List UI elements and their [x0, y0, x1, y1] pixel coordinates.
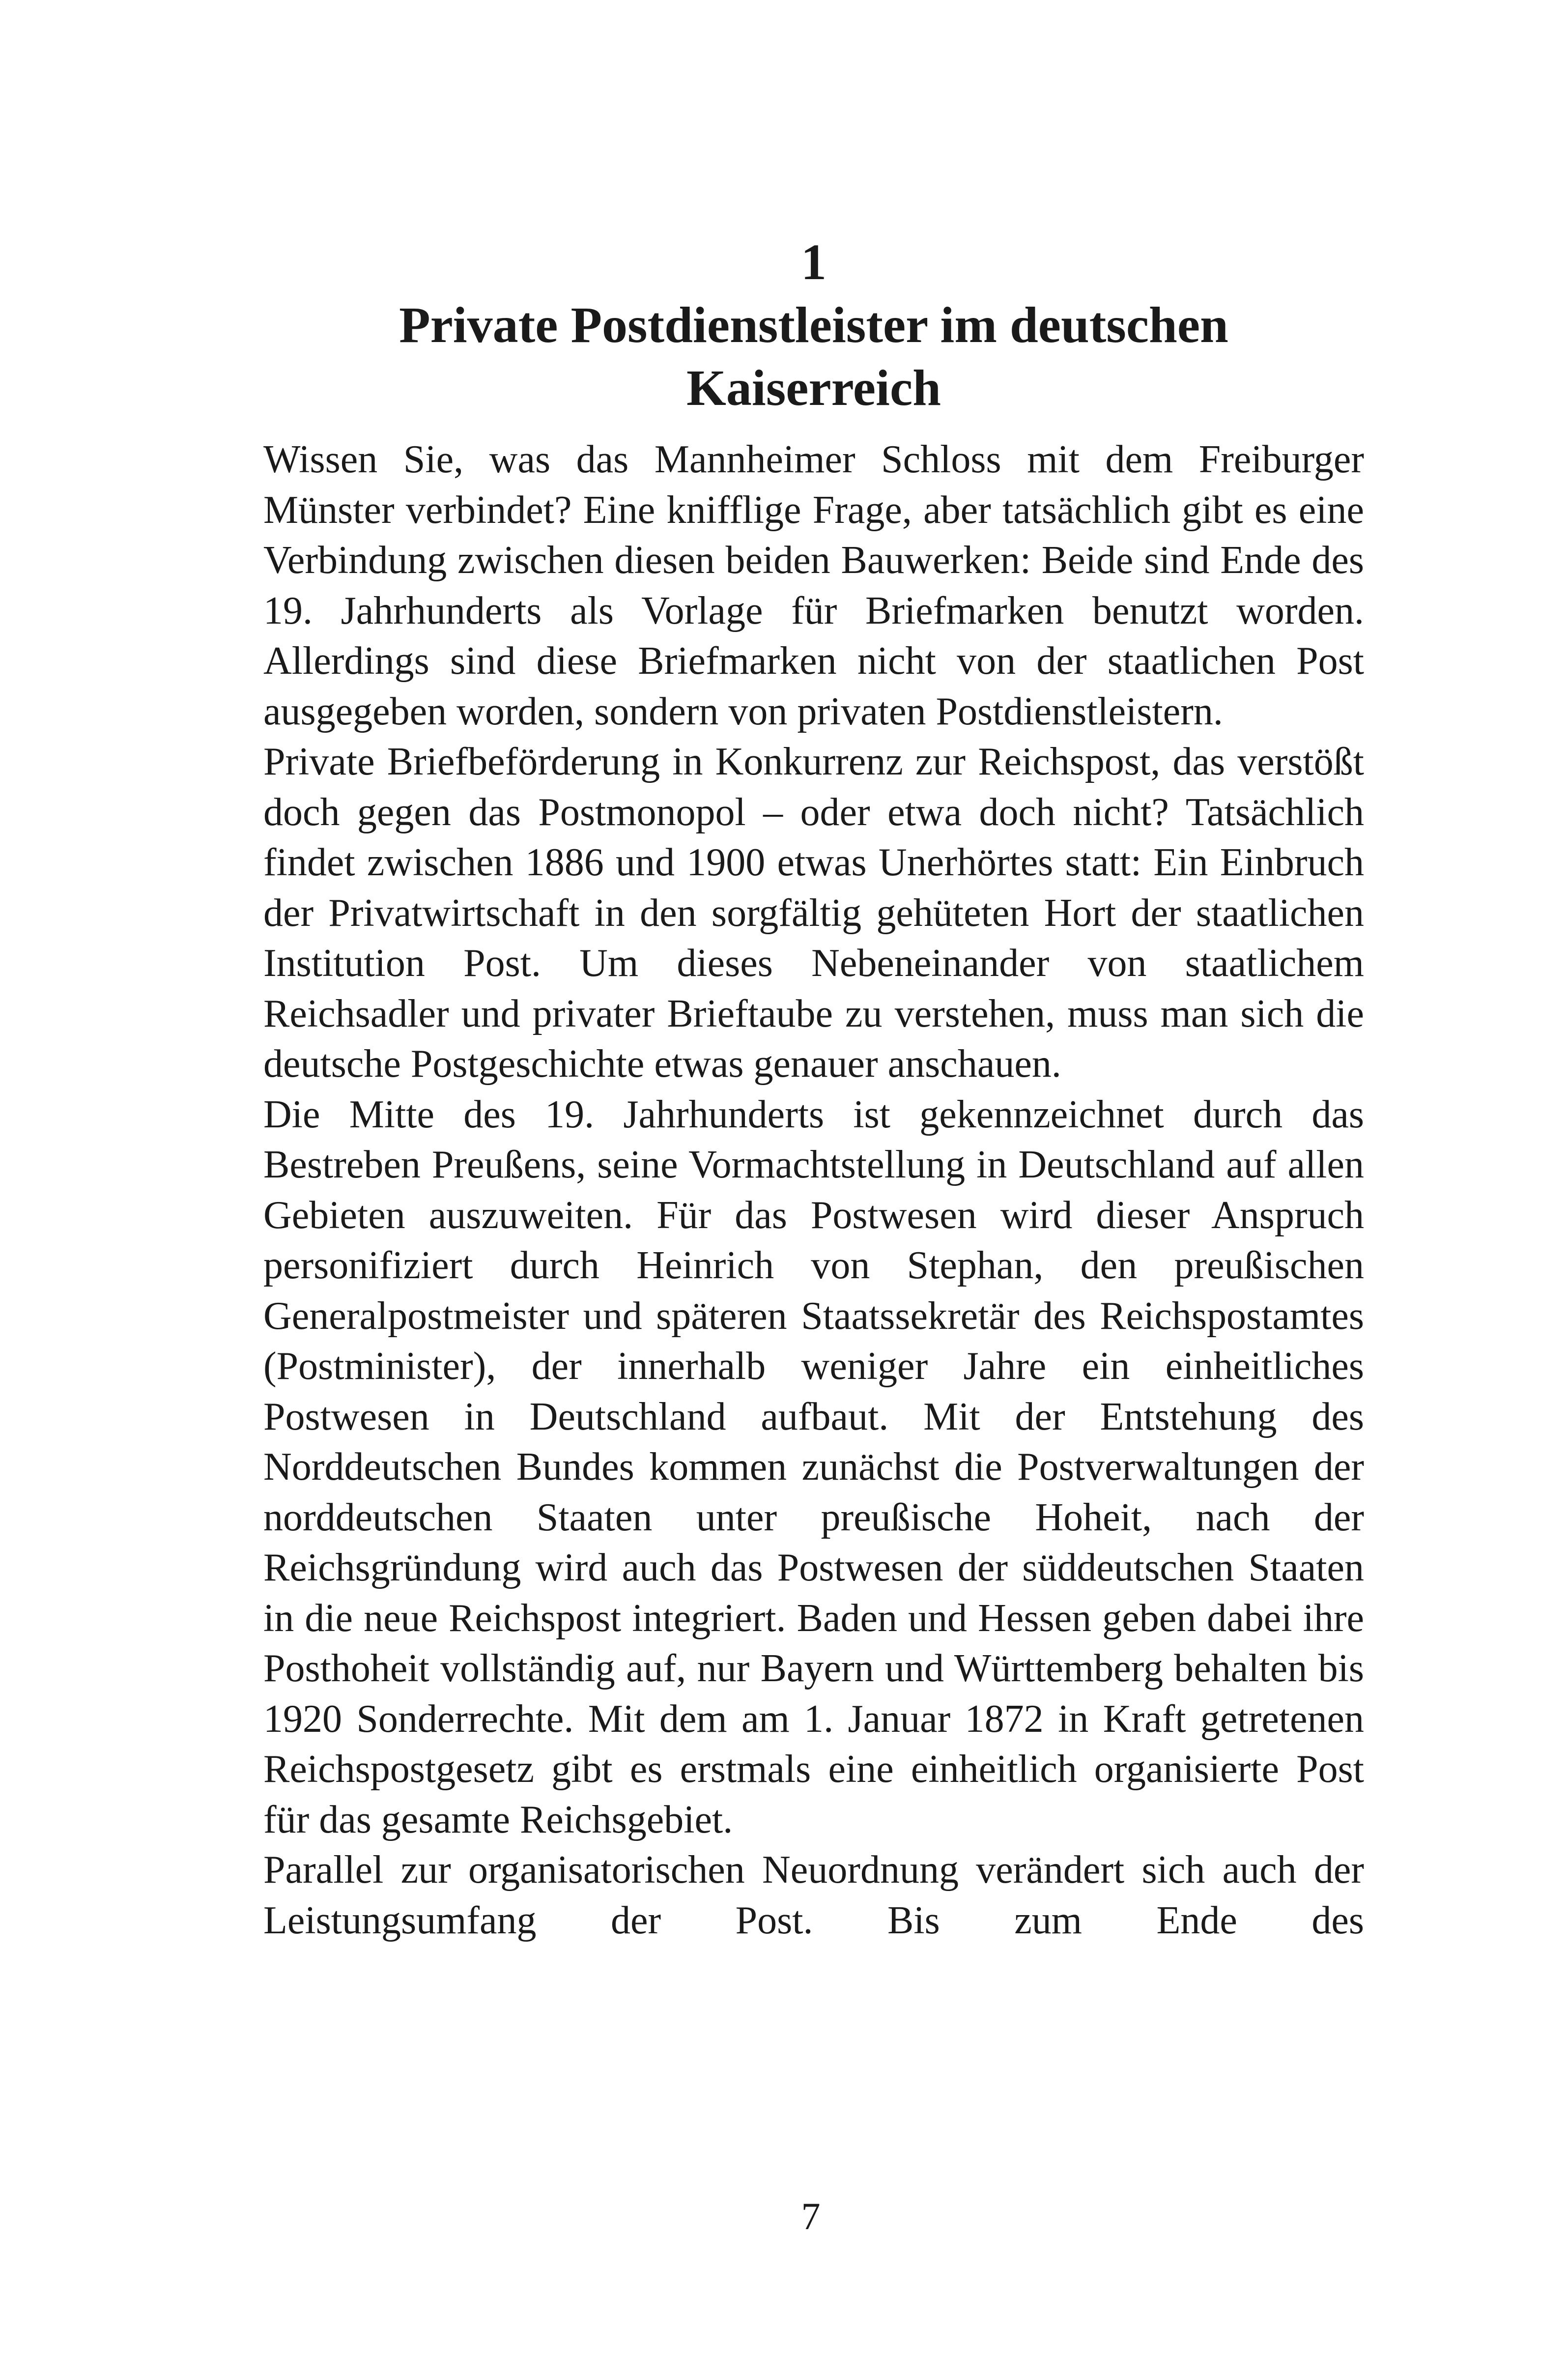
paragraph-2: Private Briefbeförderung in Konkurrenz zur Reichspost, das verstößt doch gegen das Postmonopol – oder etwa doch nicht? Tatsächlich findet zwischen 1886 und 1900 etwas Unerhörtes statt: Ein Einbruch der Privatwirtschaft in den sorgfältig gehüteten Hort der staatlichen Institution Post. Um dieses Nebeneinander von staatlichem Reichsadler und privater Brieftaube zu verstehen, muss man sich die deutsche Postgeschichte etwas genauer anschauen. — [263, 740, 1364, 1086]
chapter-title-line-2: Kaiserreich — [686, 360, 941, 416]
body-text — [263, 434, 1364, 1946]
page-number: 7 — [801, 2195, 821, 2237]
paragraph-3: Die Mitte des 19. Jahrhunderts ist gekennzeichnet durch das Bestreben Preußens, seine Vormachtstellung in Deutschland auf allen Gebieten auszuweiten. Für das Postwesen wird dieser Anspruch personifiziert durch Heinrich von Stephan, den preußischen Generalpostmeister und späteren Staatssekretär des Reichspostamtes (Postminister), der innerhalb weniger Jahre ein einheitliches Postwesen in Deutschland aufbaut. Mit der Entstehung des Norddeutschen Bundes kommen zunächst die Postverwaltungen der norddeutschen Staaten unter preußische Hoheit, nach der Reichsgründung wird auch das Postwesen der süddeutschen Staaten in die neue Reichspost integriert. Baden und Hessen geben dabei ihre Posthoheit vollständig auf, nur Bayern und Württemberg behalten bis 1920 Sonderrechte. Mit dem am 1. Januar 1872 in Kraft getretenen Reichspostgesetz gibt es erstmals eine einheitlich organisierte Post für das gesamte Reichsgebiet. — [263, 1092, 1364, 1841]
chapter-title-line-1: Private Postdienstleister im deutschen — [399, 297, 1228, 353]
chapter-heading — [263, 231, 1364, 420]
paragraph-4: Parallel zur organisatorischen Neuordnung verändert sich auch der Leistungsumfang der Post. Bis zum Ende des — [263, 1848, 1364, 1942]
chapter-number: 1 — [801, 234, 826, 290]
paragraph-1: Wissen Sie, was das Mannheimer Schloss mit dem Freiburger Münster verbindet? Eine knifflige Frage, aber tatsächlich gibt es eine Verbindung zwischen diesen beiden Bauwerken: Beide sind Ende des 19. Jahrhunderts als Vorlage für Briefmarken benutzt worden. Allerdings sind diese Briefmarken nicht von der staatlichen Post ausgegeben worden, sondern von privaten Postdienstleistern. — [263, 438, 1364, 733]
